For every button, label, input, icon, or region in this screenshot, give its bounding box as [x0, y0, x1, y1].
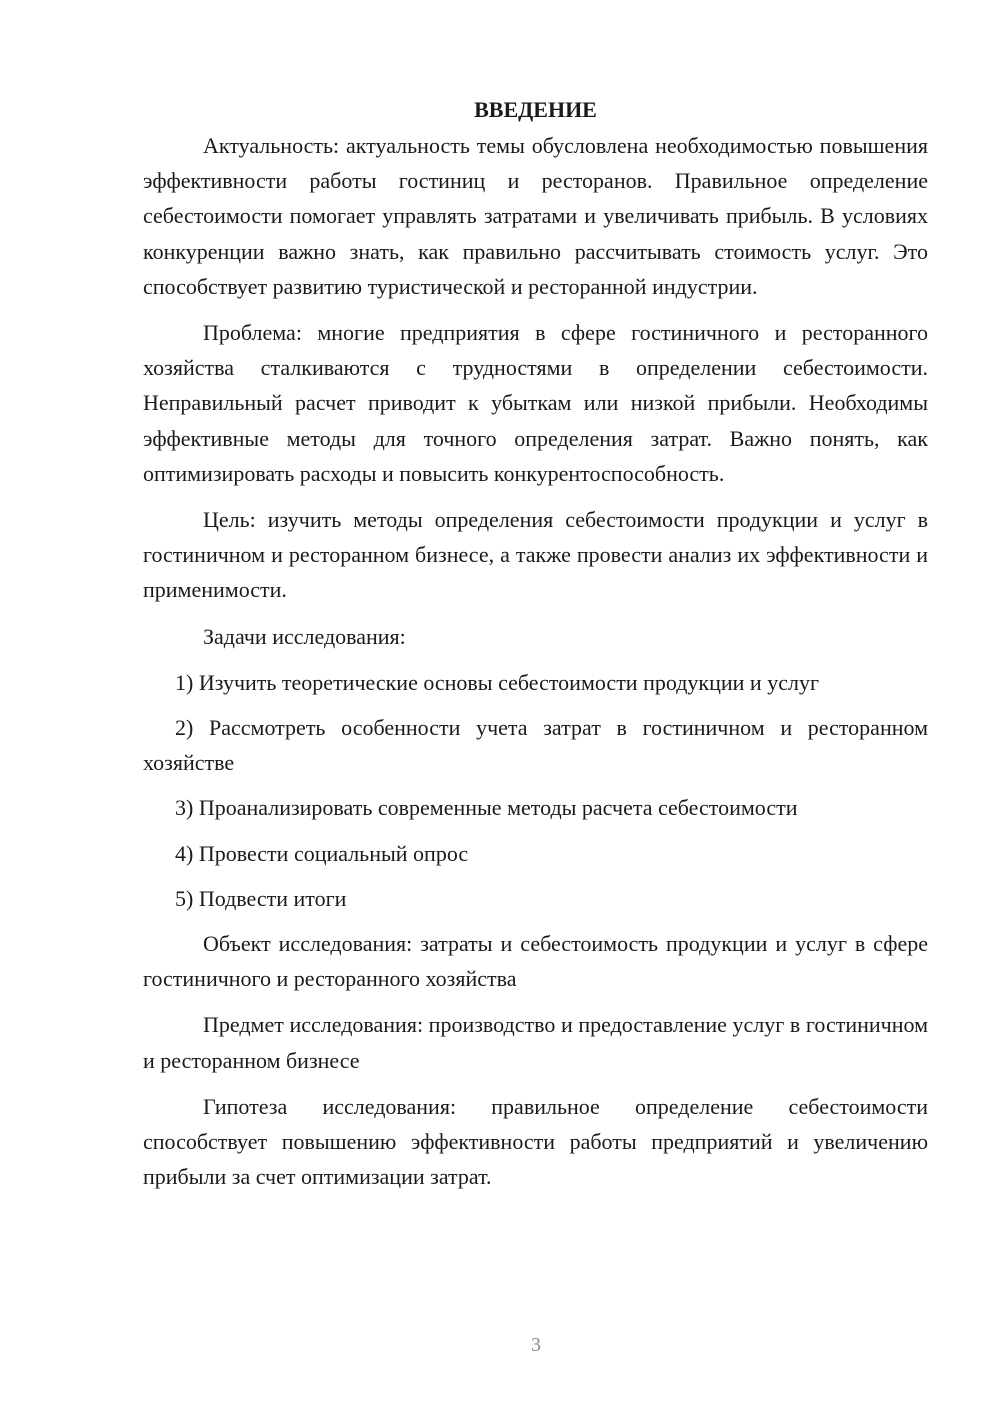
tasks-heading: Задачи исследования: — [203, 623, 406, 649]
goal-paragraph: Цель: изучить методы определения себестоимости продукции и услуг в гостиничном и ресторанном бизнесе, а также провести анализ их эффективности и применимости. — [143, 507, 928, 603]
task-item: 5) Подвести итоги — [175, 885, 347, 911]
problem-paragraph: Проблема: многие предприятия в сфере гостиничного и ресторанного хозяйства сталкиваются с трудностями в определении себестоимости. Неправильный расчет приводит к убыткам или низкой прибыли. Необходимы эффективные методы для точного определения затрат. Важно понять, как оптимизировать расходы и повысить конкурентоспособность. — [143, 320, 928, 486]
document-page — [143, 92, 928, 1194]
tasks-list — [143, 665, 928, 916]
relevance-paragraph: Актуальность: актуальность темы обусловлена необходимостью повышения эффективности работы гостиниц и ресторанов. Правильное определение себестоимости помогает управлять затратами и увеличивать прибыль. В условиях конкуренции важно знать, как правильно рассчитывать стоимость услуг. Это способствует развитию туристической и ресторанной индустрии. — [143, 133, 928, 299]
task-item: 3) Проанализировать современные методы расчета себестоимости — [175, 795, 798, 821]
object-paragraph: Объект исследования: затраты и себестоимость продукции и услуг в сфере гостиничного и ресторанного хозяйства — [143, 931, 928, 992]
hypothesis-paragraph: Гипотеза исследования: правильное определение себестоимости способствует повышению эффективности работы предприятий и увеличению прибыли за счет оптимизации затрат. — [143, 1093, 928, 1190]
subject-paragraph: Предмет исследования: производство и предоставление услуг в гостиничном и ресторанном бизнесе — [143, 1012, 928, 1073]
task-item: 1) Изучить теоретические основы себестоимости продукции и услуг — [175, 669, 819, 695]
task-item: 4) Провести социальный опрос — [175, 840, 469, 866]
section-heading: ВВЕДЕНИЕ — [474, 97, 597, 122]
task-item: 2) Рассмотреть особенности учета затрат в гостиничном и ресторанном хозяйстве — [143, 715, 928, 776]
page-number: 3 — [531, 1334, 541, 1356]
